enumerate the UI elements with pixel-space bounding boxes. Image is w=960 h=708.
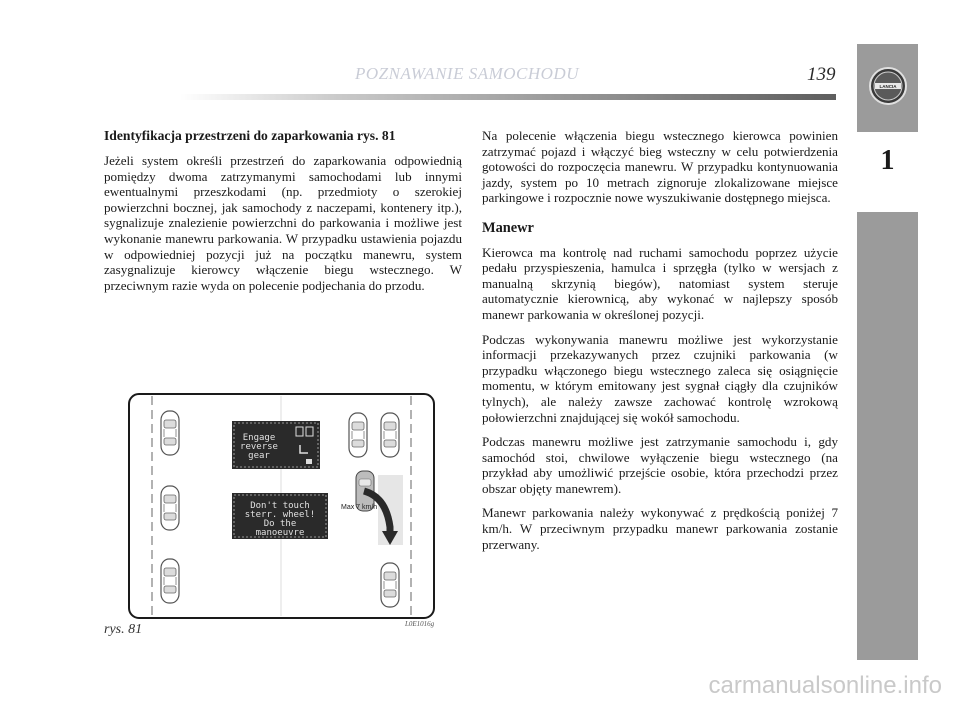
left-paragraph: Jeżeli system określi przestrzeń do zaparkowania odpowiednią pomiędzy dwoma zatrzymanymi samochodami lub innymi ewentualnymi przeszkodami (np. przedmioty o szerokiej powierzchni bocznej, jak samochody z naczepami, kontenery itp.), sygnalizuje znalezienie powierzchni do parkowania i możliwe jest wykonanie manewru parkowania. W przypadku ustawienia pojazdu w odpowiedniej pozycji już na początku manewru, system zasygnalizuje kierowcy włączenie biegu wstecznego. W przeciwnym razie wyda on polecenie podjechania do przodu.: [104, 153, 462, 293]
display-line: Don't touch: [250, 501, 310, 511]
chapter-number: 1: [880, 145, 895, 176]
display-line: reverse: [240, 442, 278, 452]
display-line: sterr. wheel!: [244, 510, 316, 520]
manewr-heading: Manewr: [482, 219, 534, 236]
logo-box: [857, 44, 918, 128]
gear-icon: [306, 459, 312, 464]
logo-text: LANCIA: [879, 84, 897, 89]
parking-diagram: [128, 393, 435, 619]
display-line: Do the: [263, 519, 297, 529]
watermark: carmanualsonline.info: [708, 672, 942, 699]
display-line: gear: [248, 451, 270, 461]
section-heading: Identyfikacja przestrzeni do zaparkowania rys. 81: [104, 128, 396, 143]
right-paragraph-4: Podczas manewru możliwe jest zatrzymanie samochodu i, gdy samochód stoi, chwilowe wyłączenie biegu wstecznego (na przykład aby umożliwić przejście osobie, która przechodzi przez obszar objęty manewrem).: [482, 434, 838, 496]
parked-car: [161, 559, 179, 603]
parked-car: [381, 563, 399, 607]
figure-code: L0E1016g: [405, 620, 435, 628]
right-column: [482, 128, 838, 561]
left-column: [104, 128, 462, 302]
parked-car: [349, 413, 367, 457]
parked-car: [381, 413, 399, 457]
chapter-sidebar: [857, 44, 918, 660]
figure-caption: rys. 81: [104, 622, 143, 637]
right-paragraph-2: Kierowca ma kontrolę nad ruchami samochodu poprzez użycie pedału przyspieszenia, hamulca i sprzęgła (tylko w wersjach z manualną skrzynią biegów), natomiast system steruje automatycznie kierownicą, aby wykonać w najlepszy sposób manewr parkowania w określonej pozycji.: [482, 244, 838, 322]
header-rule: [180, 94, 836, 100]
right-paragraph-5: Manewr parkowania należy wykonywać z prędkością poniżej 7 km/h. W przeciwnym przypadku manewr parkowania zostanie przerwany.: [482, 505, 838, 552]
chapter-tab: [857, 132, 918, 212]
right-paragraph-3: Podczas wykonywania manewru możliwe jest wykorzystanie informacji przekazywanych przez czujniki parkowania (w przypadku włączonego biegu wstecznego zaleca się osiągnięcie momentu, w którym emitowany jest sygnał ciągły dla czujników tylnych), ale należy zawsze zachować kontrolę wzrokową połowierzchni znajdującej się wokół samochodu.: [482, 331, 838, 425]
right-paragraph-1: Na polecenie włączenia biegu wstecznego kierowca powinien zatrzymać pojazd i włączyć bieg wsteczny w celu potwierdzenia gotowości do rozpoczęcia manewru. W przypadku kontynuowania jazdy, system po 10 metrach zignoruje zlokalizowane miejsce parkingowe i rozpocznie nowe wyszukiwanie dostępnego miejsca.: [482, 128, 838, 206]
page-number: 139: [807, 64, 836, 85]
lancia-logo-icon: [868, 66, 908, 106]
parked-car: [161, 411, 179, 455]
parked-car: [161, 486, 179, 530]
display-line: manoeuvre: [255, 528, 305, 538]
speed-label: Max 7 km/h: [341, 504, 378, 511]
display-line: Engage: [242, 433, 276, 443]
header-title: POZNAWANIE SAMOCHODU: [355, 64, 579, 83]
